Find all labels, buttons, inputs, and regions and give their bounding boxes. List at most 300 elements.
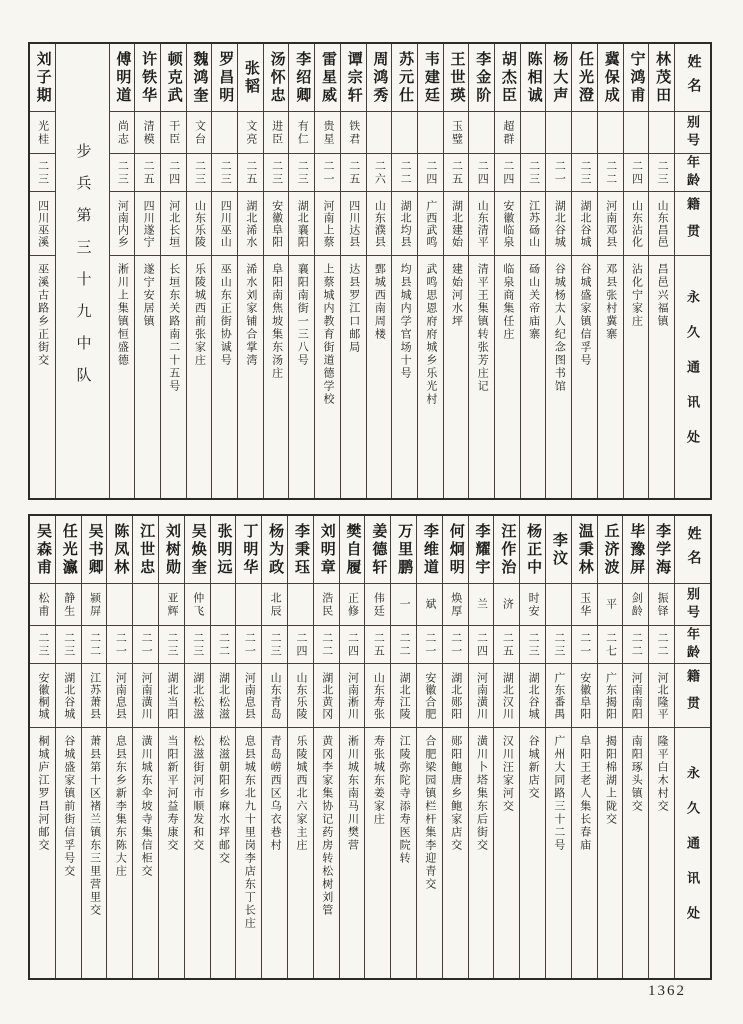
address-cell-text: 遂宁安居镇 <box>142 263 155 328</box>
name-cell <box>649 516 674 584</box>
name-cell-text: 吴焕奎 <box>189 522 206 577</box>
alias-cell <box>212 112 237 154</box>
native-place-cell <box>367 192 392 256</box>
row-header-label <box>675 192 710 256</box>
roster-table-top <box>28 42 712 500</box>
name-cell <box>288 516 313 584</box>
alias-cell <box>341 112 366 154</box>
address-cell <box>185 728 210 978</box>
row-header-label <box>675 728 710 978</box>
native-place-cell-text: 广东揭阳 <box>604 671 617 720</box>
alias-cell-text: 清模 <box>142 119 155 146</box>
address-cell-text: 武鸣思恩府府城乡乐光村 <box>424 263 437 406</box>
address-cell <box>236 728 261 978</box>
name-cell-text: 林茂田 <box>654 50 671 105</box>
native-place-cell <box>341 192 366 256</box>
person-column <box>390 516 416 978</box>
address-cell <box>598 256 623 498</box>
native-place-cell-text: 安徽临泉 <box>501 199 514 248</box>
age-cell <box>546 154 571 192</box>
address-cell <box>392 256 417 498</box>
alias-cell-text: 伟廷 <box>372 591 385 618</box>
name-cell <box>418 44 443 112</box>
age-cell <box>391 626 416 664</box>
person-column <box>648 516 674 978</box>
address-cell-text: 桐城庐江罗昌河邮交 <box>36 735 49 852</box>
alias-cell <box>418 112 443 154</box>
name-cell-text: 苏元仕 <box>397 50 414 105</box>
name-cell <box>649 44 674 112</box>
person-column <box>494 44 520 498</box>
person-column <box>314 44 340 498</box>
address-cell <box>56 728 81 978</box>
native-place-cell <box>392 192 417 256</box>
alias-cell <box>133 584 158 626</box>
native-place-cell-text: 湖北松滋 <box>217 671 230 720</box>
person-column <box>340 44 366 498</box>
native-place-cell-text: 四川达县 <box>347 199 360 248</box>
address-cell-text: 松滋朝阳乡麻水坪邮交 <box>217 735 230 865</box>
address-cell <box>82 728 107 978</box>
native-place-cell <box>598 192 623 256</box>
person-column <box>261 516 287 978</box>
native-place-cell <box>264 192 289 256</box>
alias-cell-text: 兰 <box>475 598 488 611</box>
native-place-cell-text: 河南邓县 <box>604 199 617 248</box>
address-cell <box>623 728 648 978</box>
page-number: 1362 <box>648 983 686 999</box>
age-cell-text: 二五 <box>244 159 257 186</box>
address-cell <box>30 728 55 978</box>
age-cell <box>314 626 339 664</box>
age-cell <box>315 154 340 192</box>
address-cell <box>443 728 468 978</box>
address-cell-text: 巫溪古路乡正街交 <box>36 263 49 367</box>
age-cell-text: 二三 <box>579 159 592 186</box>
name-cell-text: 汤怀忠 <box>268 50 285 105</box>
alias-cell-text: 正修 <box>346 591 359 618</box>
alias-cell-text: 有仁 <box>296 119 309 146</box>
native-place-cell-text: 河南息县 <box>114 671 127 720</box>
age-cell <box>289 154 314 192</box>
native-place-cell <box>469 664 494 728</box>
native-place-cell <box>161 192 186 256</box>
person-column <box>622 516 648 978</box>
address-cell <box>212 256 237 498</box>
alias-cell-text: 进臣 <box>270 119 283 146</box>
person-column <box>237 44 263 498</box>
address-cell <box>211 728 236 978</box>
row-header-label-text: 籍贯 <box>685 196 700 251</box>
address-cell-text: 潢川卜塔集东后街交 <box>475 735 488 852</box>
alias-cell <box>469 584 494 626</box>
address-cell-text: 鄄城西南周楼 <box>373 263 386 341</box>
person-column <box>366 44 392 498</box>
address-cell-text: 松滋街河市顺发和交 <box>191 735 204 852</box>
alias-cell <box>469 112 494 154</box>
row-header-label-text: 籍贯 <box>685 668 700 723</box>
age-cell-text: 二四 <box>501 159 514 186</box>
age-cell-text: 二一 <box>578 631 591 658</box>
person-column <box>597 44 623 498</box>
row-header-label <box>675 516 710 584</box>
row-header-column <box>674 516 710 978</box>
person-column <box>468 44 494 498</box>
age-cell <box>546 626 571 664</box>
name-cell-text: 杨为政 <box>267 522 284 577</box>
address-cell-text: 淅川城东南马川樊营 <box>346 735 359 852</box>
age-cell <box>340 626 365 664</box>
alias-cell <box>185 584 210 626</box>
alias-cell-text: 文台 <box>193 119 206 146</box>
native-place-cell <box>520 664 545 728</box>
native-place-cell <box>30 664 55 728</box>
age-cell-text: 二一 <box>322 159 334 186</box>
address-cell <box>494 728 519 978</box>
alias-cell <box>417 584 442 626</box>
native-place-cell <box>187 192 212 256</box>
name-cell <box>572 44 597 112</box>
row-header-label <box>675 154 710 192</box>
row-header-label-text: 年龄 <box>685 626 700 663</box>
alias-cell-text: 振铎 <box>656 591 669 618</box>
person-column <box>211 44 237 498</box>
address-cell-text: 均县城内学官场十号 <box>399 263 412 380</box>
address-cell <box>469 728 494 978</box>
alias-cell <box>187 112 212 154</box>
native-place-cell-text: 湖北当阳 <box>165 671 178 720</box>
address-cell <box>110 256 135 498</box>
alias-cell <box>649 584 674 626</box>
address-cell-text: 江陵弥陀寺添寿医院转 <box>398 735 411 865</box>
person-column <box>571 44 597 498</box>
native-place-cell <box>110 192 135 256</box>
age-cell-text: 二四 <box>294 631 307 658</box>
native-place-cell <box>623 664 648 728</box>
alias-cell <box>82 584 107 626</box>
native-place-cell-text: 湖北浠水 <box>244 199 257 248</box>
age-cell <box>392 154 417 192</box>
age-cell-text: 二二 <box>88 631 101 658</box>
person-column <box>106 516 132 978</box>
age-cell-text: 二五 <box>142 159 155 186</box>
address-cell <box>288 728 313 978</box>
alias-cell <box>107 584 132 626</box>
alias-cell <box>315 112 340 154</box>
age-cell-text: 二二 <box>217 631 230 658</box>
address-cell <box>649 728 674 978</box>
name-cell-text: 江世忠 <box>138 522 155 577</box>
alias-cell-text: 斌 <box>423 598 436 611</box>
alias-cell-text: 济 <box>501 598 514 611</box>
native-place-cell-text: 山东濮县 <box>373 199 386 248</box>
name-cell-text: 李汶 <box>550 531 567 568</box>
native-place-cell-text: 湖北江陵 <box>398 671 411 720</box>
address-cell <box>289 256 314 498</box>
age-cell <box>133 626 158 664</box>
address-cell-text: 南阳琢头镇交 <box>630 735 643 813</box>
age-cell-text: 二三 <box>527 159 540 186</box>
address-cell-text: 郧阳鲍唐乡鲍家店交 <box>449 735 462 852</box>
native-place-cell-text: 四川巫溪 <box>36 199 49 248</box>
alias-cell <box>392 112 417 154</box>
age-cell-text: 二四 <box>475 631 488 658</box>
person-column <box>391 44 417 498</box>
alias-cell <box>546 584 571 626</box>
native-place-cell-text: 河南南阳 <box>630 671 643 720</box>
row-header-label <box>675 112 710 154</box>
age-cell-text: 二三 <box>527 631 540 658</box>
native-place-cell <box>238 192 263 256</box>
address-cell <box>367 256 392 498</box>
address-cell-text: 青岛崂西区乌衣巷村 <box>269 735 282 852</box>
name-cell-text: 雷星威 <box>320 50 336 105</box>
native-place-cell <box>30 192 55 256</box>
address-cell-text: 上蔡城内教育街道德学校 <box>322 263 334 406</box>
person-column <box>442 516 468 978</box>
native-place-cell <box>365 664 390 728</box>
name-cell <box>314 516 339 584</box>
age-cell-text: 二三 <box>36 631 49 658</box>
person-column <box>287 516 313 978</box>
address-cell <box>572 256 597 498</box>
native-place-cell-text: 湖北建始 <box>450 199 463 248</box>
person-column <box>263 44 289 498</box>
address-cell-text: 砀山关帝庙寨 <box>527 263 540 341</box>
address-cell-text: 淅川上集镇恒盛德 <box>116 263 129 367</box>
address-cell <box>444 256 469 498</box>
native-place-cell-text: 河南潢川 <box>475 671 488 720</box>
name-cell <box>161 44 186 112</box>
address-cell-text: 萧县第十区褚兰镇东三里营里交 <box>88 735 101 917</box>
age-cell <box>187 154 212 192</box>
name-cell <box>520 516 545 584</box>
name-cell <box>30 44 55 112</box>
age-cell <box>341 154 366 192</box>
native-place-cell-text: 安徽桐城 <box>36 671 49 720</box>
name-cell <box>417 516 442 584</box>
native-place-cell-text: 湖北均县 <box>399 199 412 248</box>
address-cell-text: 长垣东关路南二十五号 <box>167 263 180 393</box>
address-cell <box>107 728 132 978</box>
native-place-cell <box>624 192 649 256</box>
age-cell-text: 二四 <box>476 159 489 186</box>
name-cell-text: 姜德轩 <box>370 522 387 577</box>
row-header-label-text: 别号 <box>685 586 700 623</box>
row-header-label-text: 年龄 <box>685 154 700 191</box>
alias-cell <box>598 112 623 154</box>
name-cell-text: 李学海 <box>654 522 671 577</box>
name-cell <box>598 44 623 112</box>
address-cell-text: 揭阳棉湖上陇交 <box>604 735 617 826</box>
name-cell <box>289 44 314 112</box>
name-cell-text: 陈相诚 <box>525 50 542 105</box>
native-place-cell <box>288 664 313 728</box>
age-cell-text: 二一 <box>243 631 256 658</box>
native-place-cell-text: 山东寿张 <box>372 671 385 720</box>
alias-cell <box>211 584 236 626</box>
person-column <box>597 516 623 978</box>
address-cell-text: 寿张城东姜家庄 <box>372 735 385 826</box>
age-cell <box>572 154 597 192</box>
native-place-cell-text: 河南上蔡 <box>322 199 334 248</box>
name-cell <box>262 516 287 584</box>
name-cell <box>623 516 648 584</box>
alias-cell <box>56 584 81 626</box>
age-cell-text: 二一 <box>114 631 127 658</box>
person-column <box>416 516 442 978</box>
name-cell-text: 李绍卿 <box>294 50 311 105</box>
native-place-cell-text: 山东乐陵 <box>193 199 206 248</box>
native-place-cell <box>417 664 442 728</box>
alias-cell <box>649 112 674 154</box>
native-place-cell-text: 河南内乡 <box>116 199 129 248</box>
address-cell <box>262 728 287 978</box>
native-place-cell-text: 广东番禺 <box>552 671 565 720</box>
age-cell <box>469 154 494 192</box>
name-cell-text: 汪作治 <box>499 522 516 577</box>
address-cell <box>417 728 442 978</box>
native-place-cell <box>546 664 571 728</box>
address-cell-text: 阜阳王老人集长春庙 <box>578 735 591 852</box>
age-cell-text: 二三 <box>36 159 49 186</box>
native-place-cell-text: 安徽阜阳 <box>270 199 283 248</box>
address-cell-text: 谷城新店交 <box>527 735 540 800</box>
address-cell-text: 昌邑兴福镇 <box>656 263 669 328</box>
person-column <box>134 44 160 498</box>
native-place-cell-text: 湖北松滋 <box>191 671 204 720</box>
row-header-label-text: 永久通讯处 <box>685 289 700 465</box>
age-cell <box>185 626 210 664</box>
age-cell-text: 二六 <box>373 159 386 186</box>
name-cell-text: 刘子期 <box>34 50 51 105</box>
name-cell-text: 李维道 <box>421 522 438 577</box>
age-cell-text: 二四 <box>167 159 180 186</box>
alias-cell <box>367 112 392 154</box>
row-header-label-text: 姓名 <box>685 525 701 574</box>
alias-cell <box>289 112 314 154</box>
name-cell-text: 杨大声 <box>551 50 568 105</box>
alias-cell-text: 光桂 <box>36 119 49 146</box>
person-column <box>210 516 236 978</box>
native-place-cell <box>649 192 674 256</box>
name-cell-text: 陈凤林 <box>112 522 129 577</box>
age-cell-text: 二四 <box>630 159 643 186</box>
age-cell-text: 二一 <box>553 159 566 186</box>
native-place-cell-text: 山东青岛 <box>269 671 282 720</box>
alias-cell-text: 颍屏 <box>88 591 101 618</box>
address-cell-text: 合肥梁园镇栏杆集李迎青交 <box>423 735 436 891</box>
name-cell <box>315 44 340 112</box>
address-cell <box>340 728 365 978</box>
address-cell-text: 沾化宁家庄 <box>630 263 643 328</box>
alias-cell <box>110 112 135 154</box>
address-cell <box>341 256 366 498</box>
age-cell <box>82 626 107 664</box>
age-cell-text: 二二 <box>630 631 643 658</box>
age-cell-text: 二一 <box>423 631 436 658</box>
alias-cell <box>598 584 623 626</box>
address-cell-text: 清平王集镇转张芳庄记 <box>476 263 489 393</box>
address-cell-text: 当阳新平河益寿康交 <box>165 735 178 852</box>
native-place-cell-text: 湖北谷城 <box>527 671 540 720</box>
person-column <box>288 44 314 498</box>
address-cell <box>469 256 494 498</box>
name-cell <box>494 516 519 584</box>
name-cell <box>469 44 494 112</box>
age-cell-text: 二三 <box>270 159 283 186</box>
address-cell-text: 息县东乡新李集东陈大庄 <box>114 735 127 878</box>
native-place-cell-text: 四川巫山 <box>219 199 232 248</box>
address-cell-text: 谷城盛家镇信孚号 <box>579 263 592 367</box>
alias-cell-text: 浩民 <box>320 591 333 618</box>
native-place-cell <box>521 192 546 256</box>
age-cell <box>443 626 468 664</box>
address-cell-text: 谷城杨太人纪念图书馆 <box>553 263 566 393</box>
name-cell <box>135 44 160 112</box>
alias-cell <box>314 584 339 626</box>
alias-cell <box>135 112 160 154</box>
person-column <box>81 516 107 978</box>
alias-cell-text: 一 <box>398 598 411 611</box>
person-column <box>235 516 261 978</box>
name-cell <box>340 516 365 584</box>
name-cell <box>211 516 236 584</box>
name-cell <box>391 516 416 584</box>
native-place-cell <box>262 664 287 728</box>
alias-cell-text: 剑龄 <box>630 591 643 618</box>
name-cell <box>546 516 571 584</box>
age-cell-text: 二一 <box>449 631 462 658</box>
native-place-cell <box>212 192 237 256</box>
name-cell-text: 韦建廷 <box>422 50 439 105</box>
alias-cell <box>624 112 649 154</box>
person-column <box>571 516 597 978</box>
address-cell-text: 乐陵城西前张家庄 <box>193 263 206 367</box>
person-column <box>55 516 81 978</box>
alias-cell <box>391 584 416 626</box>
alias-cell <box>30 112 55 154</box>
age-cell <box>598 154 623 192</box>
age-cell <box>520 626 545 664</box>
age-cell <box>264 154 289 192</box>
address-cell <box>161 256 186 498</box>
native-place-cell-text: 湖北谷城 <box>62 671 75 720</box>
native-place-cell-text: 湖北谷城 <box>579 199 592 248</box>
age-cell-text: 二四 <box>424 159 437 186</box>
alias-cell-text: 干臣 <box>167 119 180 146</box>
person-column <box>186 44 212 498</box>
address-cell-text: 临泉商集任庄 <box>501 263 514 341</box>
name-cell-text: 丘济波 <box>602 522 619 577</box>
alias-cell-text: 玉璧 <box>450 119 463 146</box>
person-column <box>109 44 135 498</box>
native-place-cell <box>289 192 314 256</box>
name-cell <box>546 44 571 112</box>
native-place-cell <box>185 664 210 728</box>
address-cell <box>314 728 339 978</box>
name-cell <box>521 44 546 112</box>
age-cell-text: 二三 <box>191 631 204 658</box>
name-cell-text: 许铁华 <box>140 50 157 105</box>
person-column <box>158 516 184 978</box>
age-cell <box>212 154 237 192</box>
name-cell-text: 王世瑛 <box>448 50 465 105</box>
name-cell-text: 周鸿秀 <box>371 50 388 105</box>
address-cell-text: 襄阳南街一三八号 <box>296 263 309 367</box>
person-column <box>417 44 443 498</box>
native-place-cell-text: 湖北黄冈 <box>320 671 333 720</box>
